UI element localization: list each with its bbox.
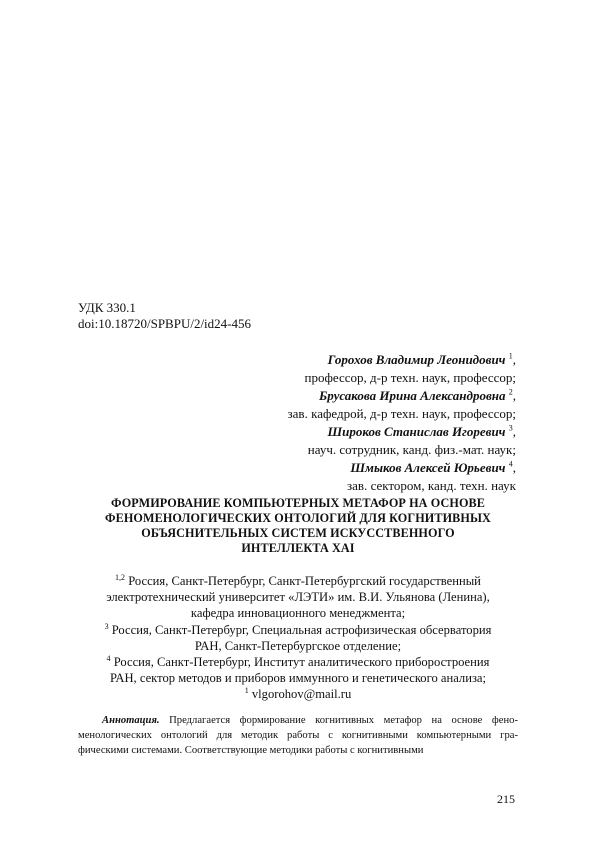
affiliation-line: РАН, сектор методов и приборов иммунного и генетического анализа; — [109, 671, 487, 686]
affiliation-line: РАН, Санкт-Петербургское отделение; — [194, 638, 402, 653]
affiliation-sup: 3 — [104, 621, 109, 631]
abstract-text: Предлагается формирование когнитивных метафор на основе фено- — [169, 715, 518, 726]
author-position: профессор, д-р техн. наук, профессор; — [304, 370, 516, 385]
article-title — [78, 496, 518, 556]
author-name-suffix: , — [512, 352, 516, 367]
author-affiliation-sup: 3 — [508, 423, 513, 433]
email-sup: 1 — [244, 686, 249, 696]
author-name: Горохов Владимир Леонидович — [327, 352, 506, 367]
author-position: зав. кафедрой, д-р техн. наук, профессор; — [287, 406, 516, 421]
author-4 — [76, 459, 516, 477]
article-meta — [78, 300, 251, 332]
title-line: ФЕНОМЕНОЛОГИЧЕСКИХ ОНТОЛОГИЙ ДЛЯ КОГНИТИВНЫХ — [105, 511, 491, 525]
author-name-suffix: , — [512, 460, 516, 475]
author-position: зав. сектором, канд. техн. наук — [347, 478, 516, 493]
page-number: 215 — [497, 792, 515, 806]
author-name: Шмыков Алексей Юрьевич — [350, 460, 506, 475]
udc-code: УДК 330.1 — [78, 300, 136, 315]
author-affiliation-sup: 1 — [508, 351, 513, 361]
affiliation-text: Россия, Санкт-Петербург, Санкт-Петербургский государственный — [128, 574, 481, 588]
affiliation-line — [78, 654, 518, 670]
author-1 — [76, 351, 516, 369]
abstract — [78, 714, 518, 758]
affiliation-sup: 4 — [106, 653, 111, 663]
title-line: ИНТЕЛЛЕКТА XAI — [241, 541, 355, 555]
doi: doi:10.18720/SPBPU/2/id24-456 — [78, 316, 251, 331]
affiliation-line: электротехнический университет «ЛЭТИ» им. В.И. Ульянова (Ленина), — [106, 590, 490, 605]
abstract-text: фическими системами. Соответствующие методики работы с когнитивными — [78, 744, 424, 756]
affiliation-line — [78, 573, 518, 589]
affiliation-text: Россия, Санкт-Петербург, Специальная астрофизическая обсерватория — [111, 622, 492, 637]
abstract-text: менологических онтологий для методик работы с когнитивными компьютерными гра- — [78, 729, 518, 741]
email-line — [78, 686, 518, 702]
affiliations — [78, 573, 518, 703]
title-line: ФОРМИРОВАНИЕ КОМПЬЮТЕРНЫХ МЕТАФОР НА ОСНОВЕ — [111, 496, 485, 510]
author-name: Брусакова Ирина Александровна — [319, 388, 506, 403]
author-3 — [76, 423, 516, 441]
author-affiliation-sup: 4 — [508, 459, 513, 469]
author-name-suffix: , — [512, 388, 516, 403]
author-list — [76, 351, 516, 495]
author-position: науч. сотрудник, канд. физ.-мат. наук; — [307, 442, 516, 457]
author-affiliation-sup: 2 — [508, 387, 513, 397]
author-name-suffix: , — [512, 424, 516, 439]
affiliation-sup: 1,2 — [115, 572, 126, 582]
email-link[interactable]: vlgorohov@mail.ru — [251, 687, 352, 702]
affiliation-text: Россия, Санкт-Петербург, Институт аналитического приборостроения — [113, 655, 490, 670]
affiliation-line — [78, 622, 518, 638]
title-line: ОБЪЯСНИТЕЛЬНЫХ СИСТЕМ ИСКУССТВЕННОГО — [141, 526, 455, 540]
affiliation-line: кафедра инновационного менеджмента; — [190, 606, 406, 621]
author-2 — [76, 387, 516, 405]
author-name: Широков Станислав Игоревич — [327, 424, 506, 439]
abstract-label: Аннотация. — [102, 715, 160, 726]
